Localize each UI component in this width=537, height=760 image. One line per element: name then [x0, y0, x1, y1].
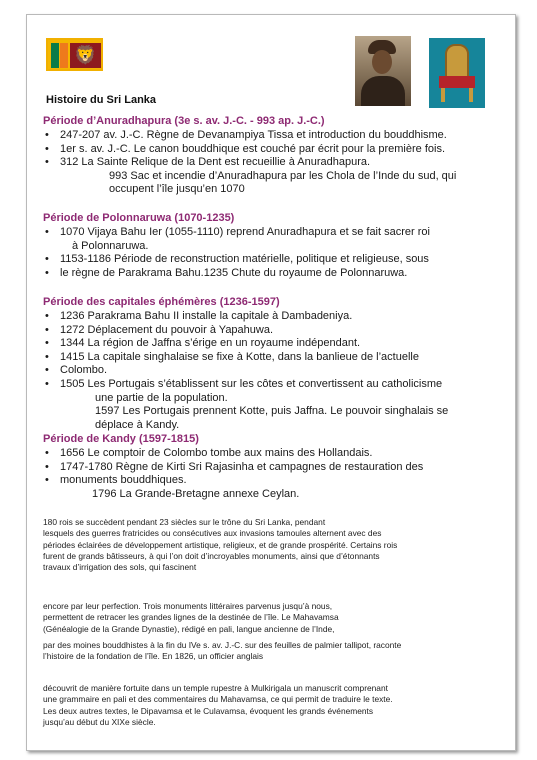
paragraph-line: l’histoire de la fondation de l’île. En 1826, un officier anglais [43, 651, 264, 662]
timeline-line: 993 Sac et incendie d’Anuradhapura par les Chola de l’Inde du sud, qui [109, 169, 457, 182]
bullet-icon: • [45, 378, 49, 390]
section-heading: Période de Polonnaruwa (1070-1235) [43, 212, 235, 224]
timeline-line: Colombo. [60, 364, 108, 377]
section-heading: Période d’Anuradhapura (3e s. av. J.-C. - 993 ap. J.-C.) [43, 115, 325, 127]
timeline-line: 1236 Parakrama Bahu II installe la capitale à Dambadeniya. [60, 310, 353, 322]
timeline-line: 1070 Vijaya Bahu Ier (1055-1110) reprend Anuradhapura et se fait sacrer roi [60, 226, 430, 238]
king-portrait-image [355, 36, 411, 106]
lion-icon: 🦁 [74, 45, 97, 65]
document-page [26, 14, 516, 751]
paragraph-line: découvrit de manière fortuite dans un temple rupestre à Mulkirigala un manuscrit comprenant [43, 683, 388, 693]
timeline-line: 1153-1186 Période de reconstruction matérielle, politique et religieuse, sous [60, 253, 429, 266]
timeline-line: 1656 Le comptoir de Colombo tombe aux mains des Hollandais. [60, 447, 373, 459]
bullet-icon: • [45, 474, 49, 487]
timeline-line: 1344 La région de Jaffna s’érige en un royaume indépendant. [60, 337, 361, 350]
paragraph-line: jusqu’au début du XIXe siècle. [43, 716, 156, 727]
paragraph-line: une grammaire en pali et des commentaires du Mahavamsa, ce qui permit de traduire le texte. [43, 694, 393, 705]
bullet-icon: • [45, 266, 49, 279]
bullet-icon: • [45, 310, 49, 322]
paragraph-line: Les deux autres textes, le Dipavamsa et le Culavamsa, évoquent les grands événements [43, 705, 374, 716]
timeline-line: une partie de la population. [95, 391, 228, 404]
paragraph-line: furent de grands bâtisseurs, à qui l’on doit d’incroyables monuments, ainsi que d’étonnants [43, 550, 380, 561]
paragraph-line: travaux d’irrigation des sols, qui fascinent [43, 562, 197, 573]
bullet-icon: • [45, 226, 49, 238]
timeline-line: 312 La Sainte Relique de la Dent est recueillie à Anuradhapura. [60, 156, 371, 169]
timeline-line: monuments bouddhiques. [60, 474, 187, 487]
timeline-line: 1415 La capitale singhalaise se fixe à Kotte, dans la banlieue de l’actuelle [60, 350, 419, 363]
paragraph-line: encore par leur perfection. Trois monuments littéraires parvenus jusqu’à nous, [43, 601, 333, 611]
timeline-line: déplace à Kandy. [95, 418, 180, 431]
paragraph-line: par des moines bouddhistes à la fin du IVe s. av. J.-C. sur des feuilles de palmier tallipot, raconte [43, 640, 402, 650]
timeline-line: 1796 La Grande-Bretagne annexe Ceylan. [92, 487, 300, 500]
paragraph-line: périodes éclairées de développement artistique, religieux, et de grande prospérité. Certains rois [43, 539, 398, 550]
bullet-icon: • [45, 460, 49, 473]
section-heading: Période de Kandy (1597-1815) [43, 433, 199, 445]
bullet-icon: • [45, 129, 49, 141]
bullet-icon: • [45, 364, 49, 377]
timeline-line: 1747-1780 Règne de Kirti Sri Rajasinha et campagnes de restauration des [60, 460, 424, 473]
throne-image [429, 38, 485, 108]
bullet-icon: • [45, 323, 49, 336]
paragraph-line: lesquels des guerres fratricides ou consécutives aux invasions tamoules alternent avec des [43, 528, 382, 539]
sri-lanka-flag-image [46, 38, 103, 71]
bullet-icon: • [45, 142, 49, 155]
timeline-line: 247-207 av. J.-C. Règne de Devanampiya Tissa et introduction du bouddhisme. [60, 129, 447, 141]
timeline-line: 1597 Les Portugais prennent Kotte, puis Jaffna. Le pouvoir singhalais se [95, 405, 449, 418]
bullet-icon: • [45, 447, 49, 459]
bullet-icon: • [45, 337, 49, 350]
timeline-line: à Polonnaruwa. [72, 239, 149, 252]
bullet-icon: • [45, 350, 49, 363]
section-heading: Période des capitales éphémères (1236-1597) [43, 296, 280, 308]
timeline-line: 1505 Les Portugais s’établissent sur les côtes et convertissent au catholicisme [60, 378, 443, 390]
timeline-line: 1272 Déplacement du pouvoir à Yapahuwa. [60, 323, 274, 336]
paragraph-line: 180 rois se succèdent pendant 23 siècles sur le trône du Sri Lanka, pendant [43, 517, 326, 527]
paragraph-line: (Généalogie de la Grande Dynastie), rédigé en pali, langue ancienne de l’Inde, [43, 623, 335, 634]
timeline-line: occupent l’île jusqu’en 1070 [109, 183, 245, 196]
timeline-line: 1er s. av. J.-C. Le canon bouddhique est couché par écrit pour la première fois. [60, 142, 446, 155]
page-title: Histoire du Sri Lanka [46, 94, 157, 106]
paragraph-line: permettent de retracer les grandes lignes de la destinée de l’île. Le Mahavamsa [43, 612, 339, 623]
bullet-icon: • [45, 156, 49, 169]
bullet-icon: • [45, 253, 49, 266]
timeline-line: le règne de Parakrama Bahu.1235 Chute du royaume de Polonnaruwa. [60, 266, 408, 279]
